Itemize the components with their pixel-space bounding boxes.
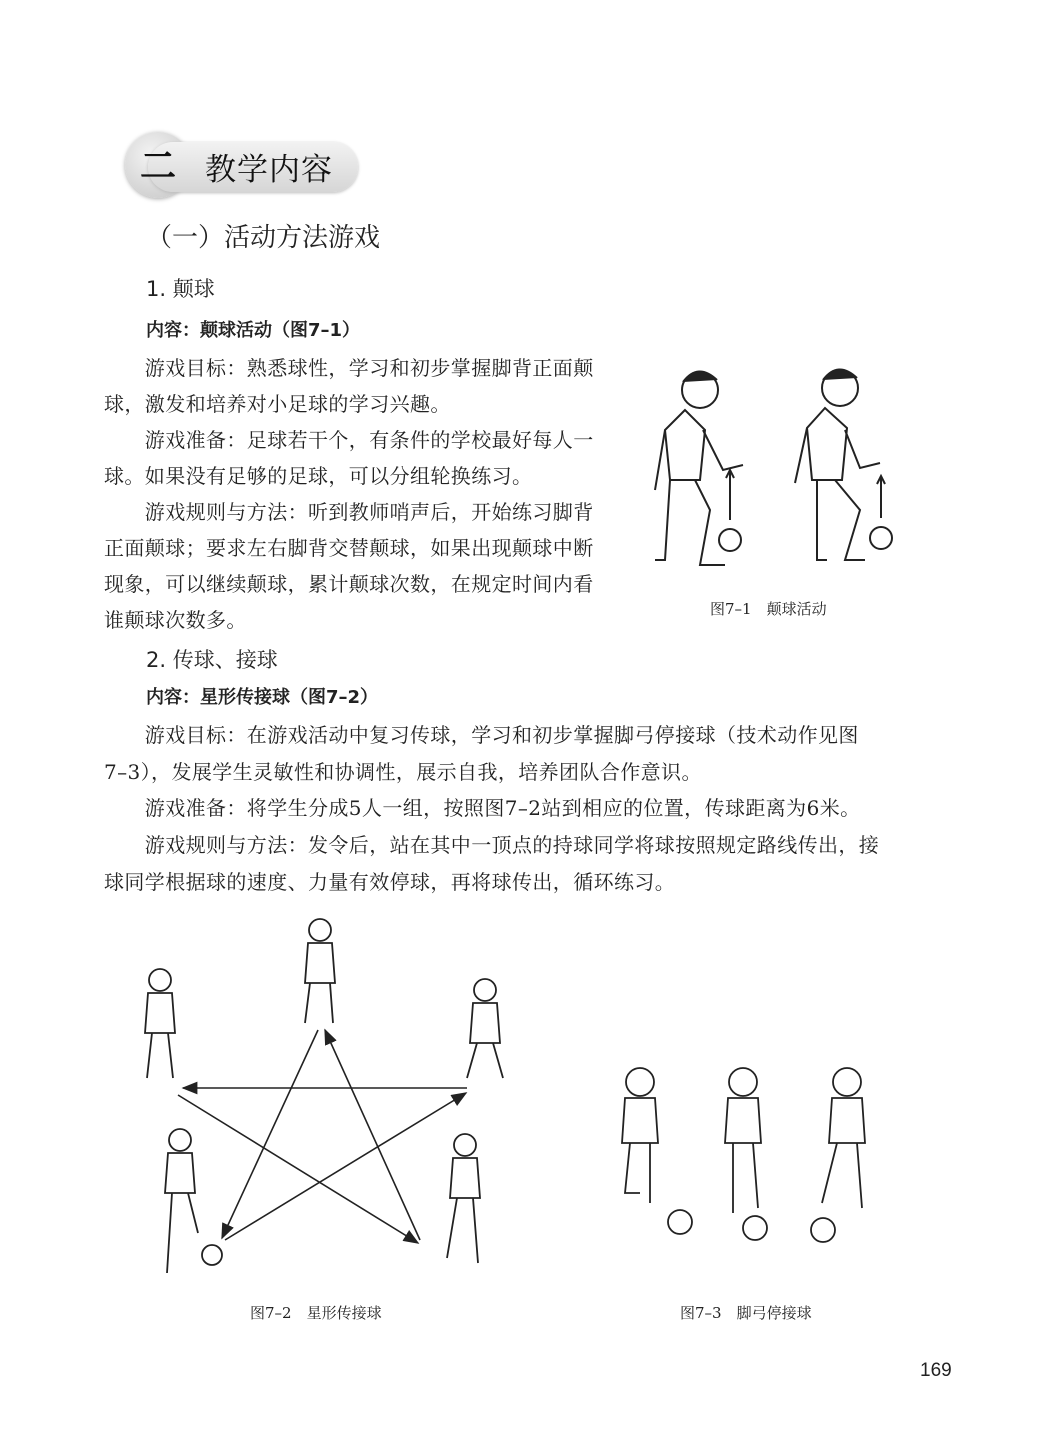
part2-heading: 2. 传球、接球 xyxy=(146,648,278,672)
paragraph-line: 球，激发和培养对小足球的学习兴趣。 xyxy=(104,392,451,416)
paragraph-line: 游戏目标：在游戏活动中复习传球，学习和初步掌握脚弓停接球（技术动作见图 xyxy=(104,723,859,747)
paragraph-line: 游戏准备：将学生分成5人一组，按照图7–2站到相应的位置，传球距离为6米。 xyxy=(104,796,861,820)
paragraph-line: 游戏规则与方法：听到教师哨声后，开始练习脚背 xyxy=(104,500,594,524)
paragraph-line: 游戏目标：熟悉球性，学习和初步掌握脚背正面颠 xyxy=(104,356,594,380)
figure-7-3-instep-trap-illustration xyxy=(595,1060,895,1250)
page-number: 169 xyxy=(920,1360,952,1381)
subsection-heading: （一）活动方法游戏 xyxy=(146,223,381,253)
section-number: 二 xyxy=(139,146,176,187)
figure-7-1-juggling-illustration xyxy=(645,360,915,585)
figure-7-2-caption: 图7–2 星形传接球 xyxy=(250,1304,382,1322)
part1-heading: 1. 颠球 xyxy=(146,277,215,301)
figure-7-1-caption: 图7–1 颠球活动 xyxy=(710,600,827,618)
player-figures xyxy=(145,919,503,1273)
paragraph-line: 球同学根据球的速度、力量有效停球，再将球传出，循环练习。 xyxy=(104,870,676,894)
paragraph-line: 谁颠球次数多。 xyxy=(104,608,247,632)
paragraph-line: 7–3），发展学生灵敏性和协调性，展示自我，培养团队合作意识。 xyxy=(104,760,702,784)
paragraph-line: 正面颠球；要求左右脚背交替颠球，如果出现颠球中断 xyxy=(104,536,594,560)
paragraph-line: 游戏准备：足球若干个，有条件的学校最好每人一 xyxy=(104,428,594,452)
figure-7-3-caption: 图7–3 脚弓停接球 xyxy=(680,1304,812,1322)
paragraph-line: 游戏规则与方法：发令后，站在其中一顶点的持球同学将球按照规定路线传出，接 xyxy=(104,833,880,857)
paragraph-line: 球。如果没有足够的足球，可以分组轮换练习。 xyxy=(104,464,533,488)
section-title: 教学内容 xyxy=(205,152,333,188)
figure-7-2-star-passing-diagram xyxy=(120,905,530,1290)
paragraph-line: 现象，可以继续颠球，累计颠球次数，在规定时间内看 xyxy=(104,572,594,596)
part1-content: 内容：颠球活动（图7–1） xyxy=(146,320,361,341)
part2-content: 内容：星形传接球（图7–2） xyxy=(146,687,379,708)
